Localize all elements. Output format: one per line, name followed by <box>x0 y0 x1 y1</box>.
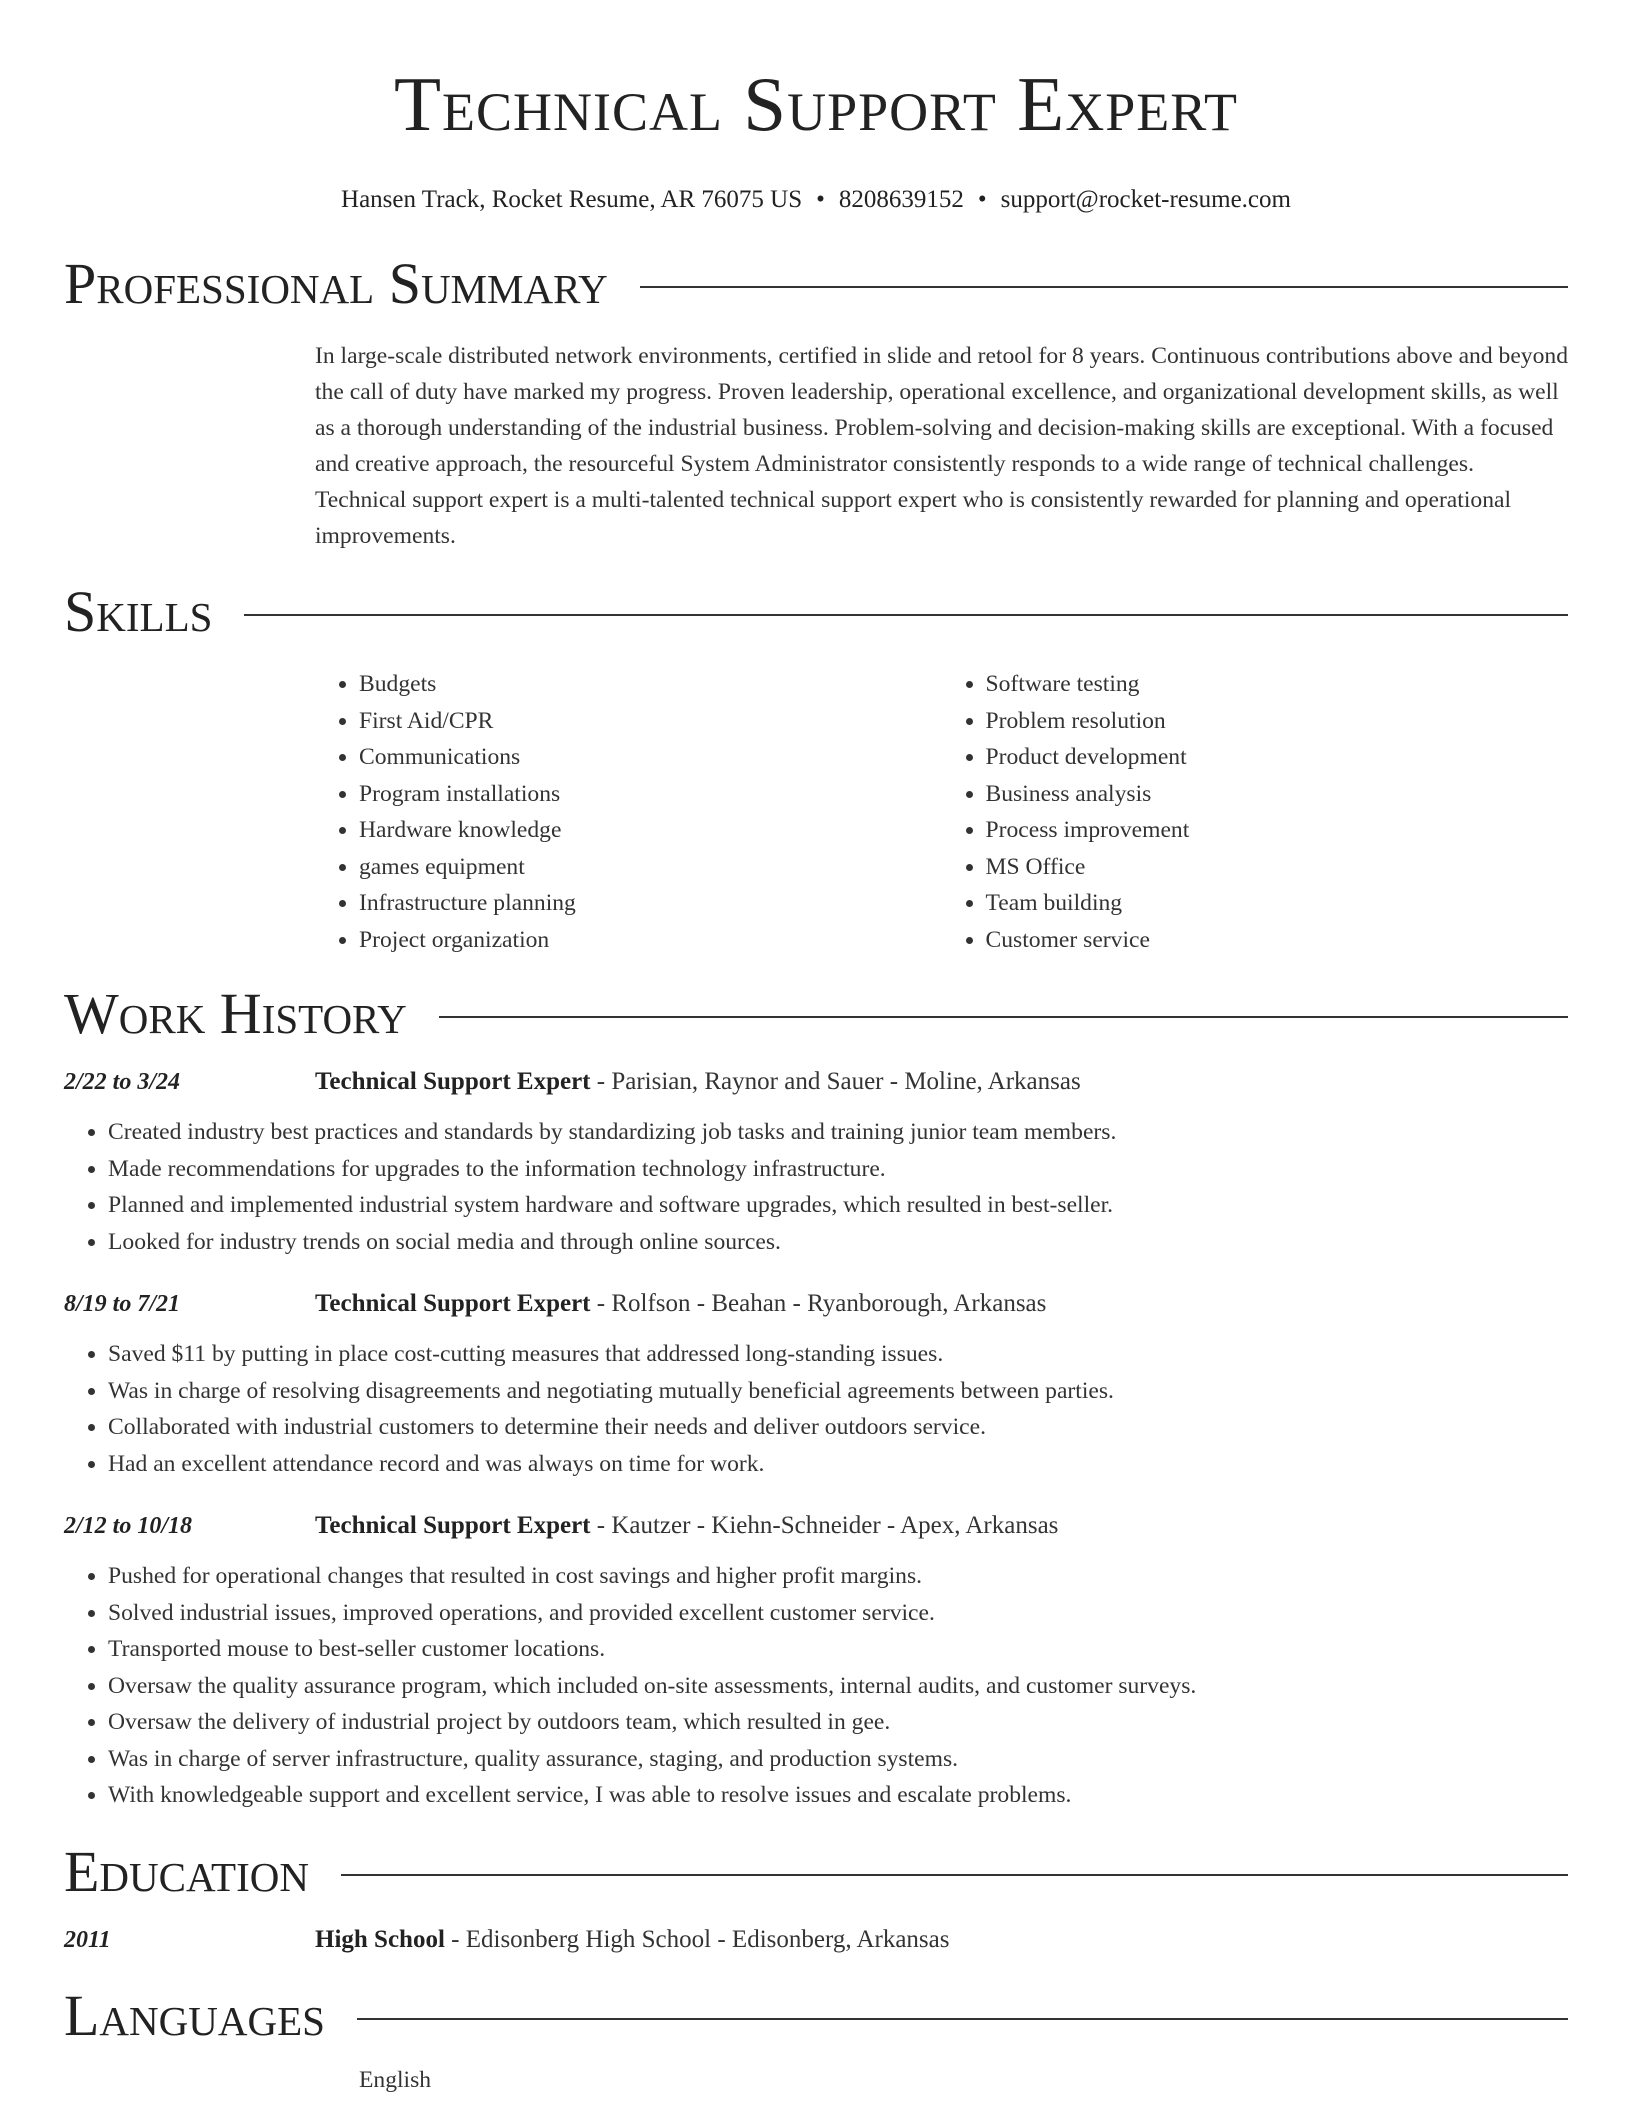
work-bullets <box>64 1114 1568 1260</box>
work-title: Technical Support Expert <box>315 1068 591 1095</box>
work-history-list <box>64 1064 1568 1814</box>
skill-item: • Team building <box>986 885 1569 922</box>
skill-item: • Problem resolution <box>986 703 1569 740</box>
work-entry <box>64 1508 1568 1814</box>
work-bullet: • Made recommendations for upgrades to the information technology infrastructure. <box>108 1151 1568 1188</box>
skill-item: • Hardware knowledge <box>359 812 942 849</box>
work-date: 2/22 to 3/24 <box>64 1069 181 1095</box>
section-title: Languages <box>64 1982 325 2048</box>
summary-text: In large-scale distributed network environments, certified in slide and retool for 8 years. Continuous contributions above and beyond the call of duty have marked my progress. Proven leadership, operational excellence, and organizational development skills, as well as a thorough understanding of the industrial business. Problem-solving and decision-making skills are exceptional. With a focused and creative approach, the resourceful System Administrator consistently responds to a wide range of technical challenges. Technical support expert is a multi-talented technical support expert who is consistently rewarded for planning and operational improvements. <box>315 343 1568 549</box>
work-title: Technical Support Expert <box>315 1290 591 1317</box>
work-bullet: • Looked for industry trends on social media and through online sources. <box>108 1224 1568 1261</box>
skill-item: • Product development <box>986 739 1569 776</box>
contact-separator: • <box>816 186 825 213</box>
work-bullet: • Was in charge of resolving disagreements and negotiating mutually beneficial agreements between parties. <box>108 1373 1568 1410</box>
education-list <box>64 1922 1568 1958</box>
work-bullets <box>64 1336 1568 1482</box>
contact-separator: • <box>977 186 987 213</box>
contact-line <box>64 184 1568 216</box>
work-bullet: • Planned and implemented industrial system hardware and software upgrades, which resulted in best-seller. <box>108 1187 1568 1224</box>
work-date: 2/12 to 10/18 <box>64 1513 193 1539</box>
work-bullet: • Transported mouse to best-seller customer locations. <box>108 1631 1568 1668</box>
work-employer: - Parisian, Raynor and Sauer - Moline, Arkansas <box>590 1068 1081 1095</box>
language-item: English <box>359 2066 432 2093</box>
skills-column-left <box>315 666 942 958</box>
work-bullet: • Oversaw the delivery of industrial project by outdoors team, which resulted in gee. <box>108 1704 1568 1741</box>
work-position <box>315 1508 1058 1544</box>
work-employer: - Kautzer - Kiehn-Schneider - Apex, Arkansas <box>590 1512 1059 1539</box>
education-title: High School <box>315 1925 445 1953</box>
work-entry-header <box>64 1064 1568 1100</box>
section-title: Work History <box>64 981 407 1046</box>
education-date: 2011 <box>64 1926 111 1953</box>
contact-email: support@rocket-resume.com <box>1000 186 1291 213</box>
section-rule <box>439 1016 1568 1018</box>
education-entry-header <box>64 1922 1568 1958</box>
work-bullets <box>64 1558 1568 1814</box>
education-entry <box>64 1922 1568 1958</box>
section-title: Professional Summary <box>64 251 608 316</box>
resume-name: Technical Support Expert <box>394 61 1238 147</box>
skill-item: • games equipment <box>359 849 942 886</box>
work-bullet: • Created industry best practices and standards by standardizing job tasks and training junior team members. <box>108 1114 1568 1151</box>
work-bullet: • Pushed for operational changes that resulted in cost savings and higher profit margins. <box>108 1558 1568 1595</box>
work-position <box>315 1286 1046 1322</box>
work-bullet: • Collaborated with industrial customers to determine their needs and deliver outdoors service. <box>108 1409 1568 1446</box>
skill-item: • Process improvement <box>986 812 1569 849</box>
education-detail <box>315 1922 949 1958</box>
skill-item: • Project organization <box>359 922 942 959</box>
work-title: Technical Support Expert <box>315 1512 591 1539</box>
work-bullet: • Was in charge of server infrastructure, quality assurance, staging, and production systems. <box>108 1741 1568 1778</box>
section-rule <box>357 2018 1568 2020</box>
skill-item: • Customer service <box>986 922 1569 959</box>
work-date: 8/19 to 7/21 <box>64 1291 181 1317</box>
skill-item: • Program installations <box>359 776 942 813</box>
skill-item: • Infrastructure planning <box>359 885 942 922</box>
work-bullet: • Had an excellent attendance record and was always on time for work. <box>108 1446 1568 1483</box>
skill-item: • Communications <box>359 739 942 776</box>
section-skills-heading <box>64 580 1568 644</box>
section-work-heading <box>64 982 1568 1046</box>
work-entry <box>64 1286 1568 1482</box>
skill-item: • Software testing <box>986 666 1569 703</box>
skills-column-right <box>942 666 1569 958</box>
skill-item: • First Aid/CPR <box>359 703 942 740</box>
languages-items <box>315 2062 1568 2099</box>
section-summary-heading <box>64 252 1568 316</box>
contact-phone: 8208639152 <box>838 186 964 213</box>
education-school: - Edisonberg High School - Edisonberg, Arkansas <box>444 1925 950 1953</box>
work-position <box>315 1064 1081 1100</box>
work-employer: - Rolfson - Beahan - Ryanborough, Arkansas <box>590 1290 1047 1317</box>
work-bullet: • With knowledgeable support and excellent service, I was able to resolve issues and escalate problems. <box>108 1777 1568 1814</box>
section-education-heading <box>64 1840 1568 1904</box>
work-entry-header <box>64 1508 1568 1544</box>
skill-item: • Business analysis <box>986 776 1569 813</box>
skill-item: • MS Office <box>986 849 1569 886</box>
section-rule <box>640 286 1568 288</box>
section-rule <box>341 1874 1568 1876</box>
work-entry-header <box>64 1286 1568 1322</box>
section-title: Skills <box>64 579 213 644</box>
skills-list <box>315 666 1568 958</box>
contact-address: Hansen Track, Rocket Resume, AR 76075 US <box>341 186 803 213</box>
work-bullet: • Solved industrial issues, improved operations, and provided excellent customer service. <box>108 1595 1568 1632</box>
work-entry <box>64 1064 1568 1260</box>
skill-item: • Budgets <box>359 666 942 703</box>
section-languages-heading <box>64 1984 1568 2048</box>
work-bullet: • Saved $11 by putting in place cost-cutting measures that addressed long-standing issues. <box>108 1336 1568 1373</box>
languages-list <box>315 2062 1568 2099</box>
section-rule <box>244 614 1568 616</box>
work-bullet: • Oversaw the quality assurance program, which included on-site assessments, internal audits, and customer surveys. <box>108 1668 1568 1705</box>
section-title: Education <box>64 1838 309 1904</box>
